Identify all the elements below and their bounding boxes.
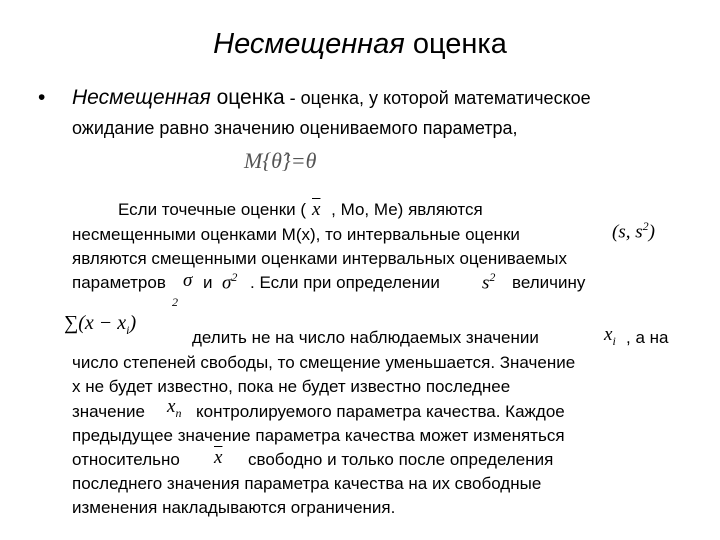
para-line-1 — [118, 199, 483, 221]
sum-exponent: 2 — [172, 295, 178, 309]
sigma-squared — [222, 270, 237, 294]
s-s2-sup: 2 — [642, 219, 649, 233]
para-line-7: x не будет известно, пока не будет известно последнее — [72, 377, 511, 396]
xi-sub: i — [612, 333, 616, 348]
slide-title — [0, 28, 720, 61]
xi-base: x — [604, 324, 613, 345]
para-line-3: являются смещенными оценками интервальных оцениваемых — [72, 249, 567, 268]
para-line-5a: делить не на число наблюдаемых значении — [192, 328, 539, 347]
para-line-2: несмещенными оценками M(x), то интервальные оценки — [72, 225, 520, 244]
sigma-squared-base: σ — [222, 272, 232, 294]
unbiased-formula: M{θ̂}=θ — [244, 148, 317, 173]
para-line-1a: Если точечные оценки ( — [118, 200, 307, 219]
s-s2-close: ) — [648, 221, 655, 243]
para-line-4c: величину — [512, 273, 586, 292]
para-line-8b: контролируемого параметра качества. Каждое — [196, 402, 565, 421]
xn-sub: n — [175, 405, 182, 420]
bullet-term-italic: Несмещенная — [72, 86, 211, 109]
sum-expr: ∑(x − x — [64, 312, 127, 334]
s-squared-sup: 2 — [489, 270, 496, 284]
para-line-5b: , а на — [626, 328, 669, 347]
para-line-10b: свободно и только после определения — [248, 450, 554, 469]
s-s2-formula — [612, 219, 655, 243]
para-line-11: последнего значения параметра качества на их свободные — [72, 474, 542, 493]
sigma-symbol: σ — [183, 270, 193, 291]
xbar-symbol-2: $\overline{x}$ — [214, 447, 223, 468]
s-squared-base: s — [482, 272, 490, 294]
para-line-10a: относительно — [72, 450, 180, 469]
xi-symbol — [604, 324, 616, 349]
bullet-line-1 — [72, 86, 591, 110]
para-line-8a: значение — [72, 402, 145, 421]
xbar-symbol: $\overline{x}$ — [312, 199, 321, 220]
para-line-4-and: и — [203, 273, 213, 292]
sum-sub: i — [126, 323, 130, 337]
title-rest: оценка — [404, 28, 507, 60]
s-s2-body: (s, s — [612, 221, 643, 243]
sum-formula — [64, 312, 136, 338]
title-italic: Несмещенная — [213, 28, 405, 60]
sigma-squared-sup: 2 — [231, 270, 238, 284]
bullet-mark: • — [38, 86, 46, 109]
para-line-9: предыдущее значение параметра качества может изменяться — [72, 426, 565, 445]
para-line-12: изменения накладываются ограничения. — [72, 498, 396, 517]
para-line-6: число степеней свободы, то смещение уменьшается. Значение — [72, 353, 576, 372]
bullet-term-rest: оценка — [210, 86, 285, 109]
sum-close: ) — [129, 312, 137, 334]
para-line-4a: параметров — [72, 273, 166, 292]
para-line-1b: , Мо, Ме) являются — [326, 200, 483, 219]
s-squared — [482, 270, 495, 294]
para-line-4b: . Если при определении — [250, 273, 440, 292]
xn-base: x — [167, 396, 176, 417]
bullet-line-2: ожидание равно значению оцениваемого параметра, — [72, 118, 518, 138]
bullet-line-1-rest: - оценка, у которой математическое — [284, 88, 591, 108]
xn-symbol — [167, 396, 181, 421]
